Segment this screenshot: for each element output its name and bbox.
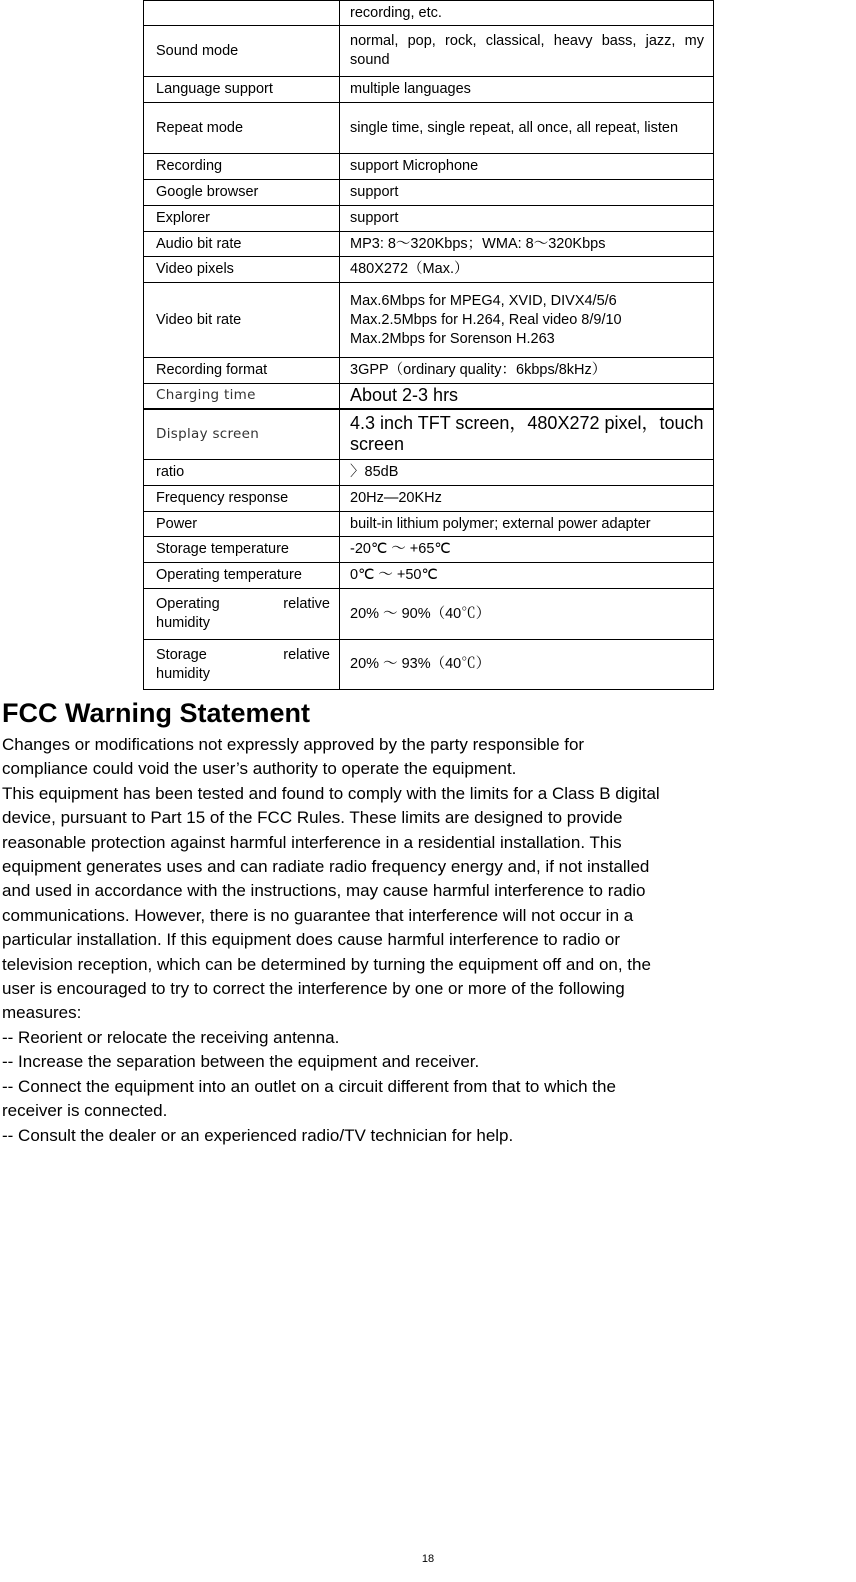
spec-value: support <box>340 180 714 206</box>
spec-label: Display screen <box>144 409 340 460</box>
spec-value: 〉85dB <box>340 460 714 486</box>
spec-label <box>144 589 340 640</box>
spec-label: Frequency response <box>144 486 340 512</box>
fcc-heading: FCC Warning Statement <box>2 698 311 728</box>
fcc-line: equipment generates uses and can radiate radio frequency energy and, if not installed <box>2 857 650 877</box>
spec-label-word: Storage <box>156 646 207 663</box>
fcc-line: -- Reorient or relocate the receiving antenna. <box>2 1027 340 1047</box>
spec-label: Video bit rate <box>144 283 340 358</box>
spec-value: -20℃ ～ +65℃ <box>340 537 714 563</box>
spec-value-line: Max.2Mbps for Sorenson H.263 <box>350 330 555 347</box>
table-row <box>144 563 714 589</box>
spec-value: MP3: 8～320Kbps；WMA: 8～320Kbps <box>340 232 714 257</box>
spec-value: built-in lithium polymer; external power adapter <box>340 512 714 537</box>
table-row <box>144 409 714 460</box>
spec-label: Audio bit rate <box>144 232 340 257</box>
spec-value: 20% ～ 90%（40℃） <box>340 589 714 640</box>
fcc-line: Changes or modifications not expressly approved by the party responsible for <box>2 735 585 754</box>
spec-label: ratio <box>144 460 340 486</box>
fcc-line: -- Consult the dealer or an experienced radio/TV technician for help. <box>2 1125 514 1145</box>
table-row <box>144 358 714 384</box>
table-row <box>144 537 714 563</box>
spec-label: Operating temperature <box>144 563 340 589</box>
fcc-line: reasonable protection against harmful interference in a residential installation. This <box>2 832 622 852</box>
spec-value-line: Max.2.5Mbps for H.264, Real video 8/9/10 <box>350 311 622 328</box>
spec-value: 0℃ ～ +50℃ <box>340 563 714 589</box>
spec-label: Recording format <box>144 358 340 384</box>
table-row <box>144 26 714 77</box>
fcc-statement <box>2 733 854 1148</box>
spec-value: support <box>340 206 714 232</box>
spec-value: 4.3 inch TFT screen，480X272 pixel，touch screen <box>340 409 714 460</box>
fcc-line: -- Connect the equipment into an outlet on a circuit different from that to which the <box>2 1076 616 1096</box>
spec-value: multiple languages <box>340 77 714 103</box>
fcc-line: particular installation. If this equipment does cause harmful interference to radio or <box>2 930 620 950</box>
spec-value: 20Hz—20KHz <box>340 486 714 512</box>
table-row <box>144 257 714 283</box>
fcc-line: measures: <box>2 1003 82 1023</box>
fcc-line: -- Increase the separation between the equipment and receiver. <box>2 1052 480 1072</box>
spec-table <box>143 0 714 690</box>
spec-label: Video pixels <box>144 257 340 283</box>
spec-label <box>144 640 340 690</box>
spec-label: Google browser <box>144 180 340 206</box>
spec-label-line: humidity <box>156 615 210 631</box>
page-number: 18 <box>421 1553 435 1565</box>
spec-value: 20% ～ 93%（40℃） <box>340 640 714 690</box>
table-row <box>144 512 714 537</box>
spec-label: Charging time <box>144 384 340 409</box>
table-row <box>144 1 714 26</box>
spec-label: Language support <box>144 77 340 103</box>
table-row <box>144 154 714 180</box>
spec-label-word: Operating <box>156 596 220 612</box>
fcc-line: This equipment has been tested and found to comply with the limits for a Class B digital <box>2 783 660 803</box>
spec-label: Sound mode <box>144 26 340 77</box>
table-row <box>144 589 714 640</box>
fcc-line: device, pursuant to Part 15 of the FCC Rules. These limits are designed to provide <box>2 808 623 828</box>
spec-label: Recording <box>144 154 340 180</box>
spec-value: recording, etc. <box>340 1 714 26</box>
table-row <box>144 486 714 512</box>
spec-label <box>144 1 340 26</box>
spec-label-word: relative <box>283 596 330 612</box>
spec-label: Power <box>144 512 340 537</box>
fcc-line: user is encouraged to try to correct the interference by one or more of the following <box>2 979 625 999</box>
table-row <box>144 640 714 690</box>
spec-value: About 2-3 hrs <box>340 384 714 409</box>
spec-value: single time, single repeat, all once, all repeat, listen <box>340 103 714 154</box>
fcc-line: television reception, which can be determined by turning the equipment off and on, the <box>2 954 651 974</box>
table-row <box>144 103 714 154</box>
fcc-line: compliance could void the user’s authority to operate the equipment. <box>2 759 517 779</box>
spec-label-word: relative <box>283 646 330 663</box>
table-row <box>144 460 714 486</box>
fcc-line: communications. However, there is no guarantee that interference will not occur in a <box>2 905 634 925</box>
table-row <box>144 283 714 358</box>
spec-label: Repeat mode <box>144 103 340 154</box>
spec-value <box>340 283 714 358</box>
fcc-line: receiver is connected. <box>2 1101 168 1121</box>
table-row <box>144 232 714 257</box>
spec-label: Storage temperature <box>144 537 340 563</box>
fcc-line: and used in accordance with the instructions, may cause harmful interference to radio <box>2 881 646 901</box>
spec-label-line: humidity <box>156 665 210 682</box>
table-row <box>144 384 714 409</box>
table-row <box>144 206 714 232</box>
spec-value: normal, pop, rock, classical, heavy bass, jazz, my sound <box>340 26 714 77</box>
spec-value: 3GPP（ordinary quality：6kbps/8kHz） <box>340 358 714 384</box>
table-row <box>144 180 714 206</box>
spec-value: 480X272（Max.） <box>340 257 714 283</box>
spec-label: Explorer <box>144 206 340 232</box>
spec-value-line: Max.6Mbps for MPEG4, XVID, DIVX4/5/6 <box>350 292 617 309</box>
table-row <box>144 77 714 103</box>
spec-value: support Microphone <box>340 154 714 180</box>
